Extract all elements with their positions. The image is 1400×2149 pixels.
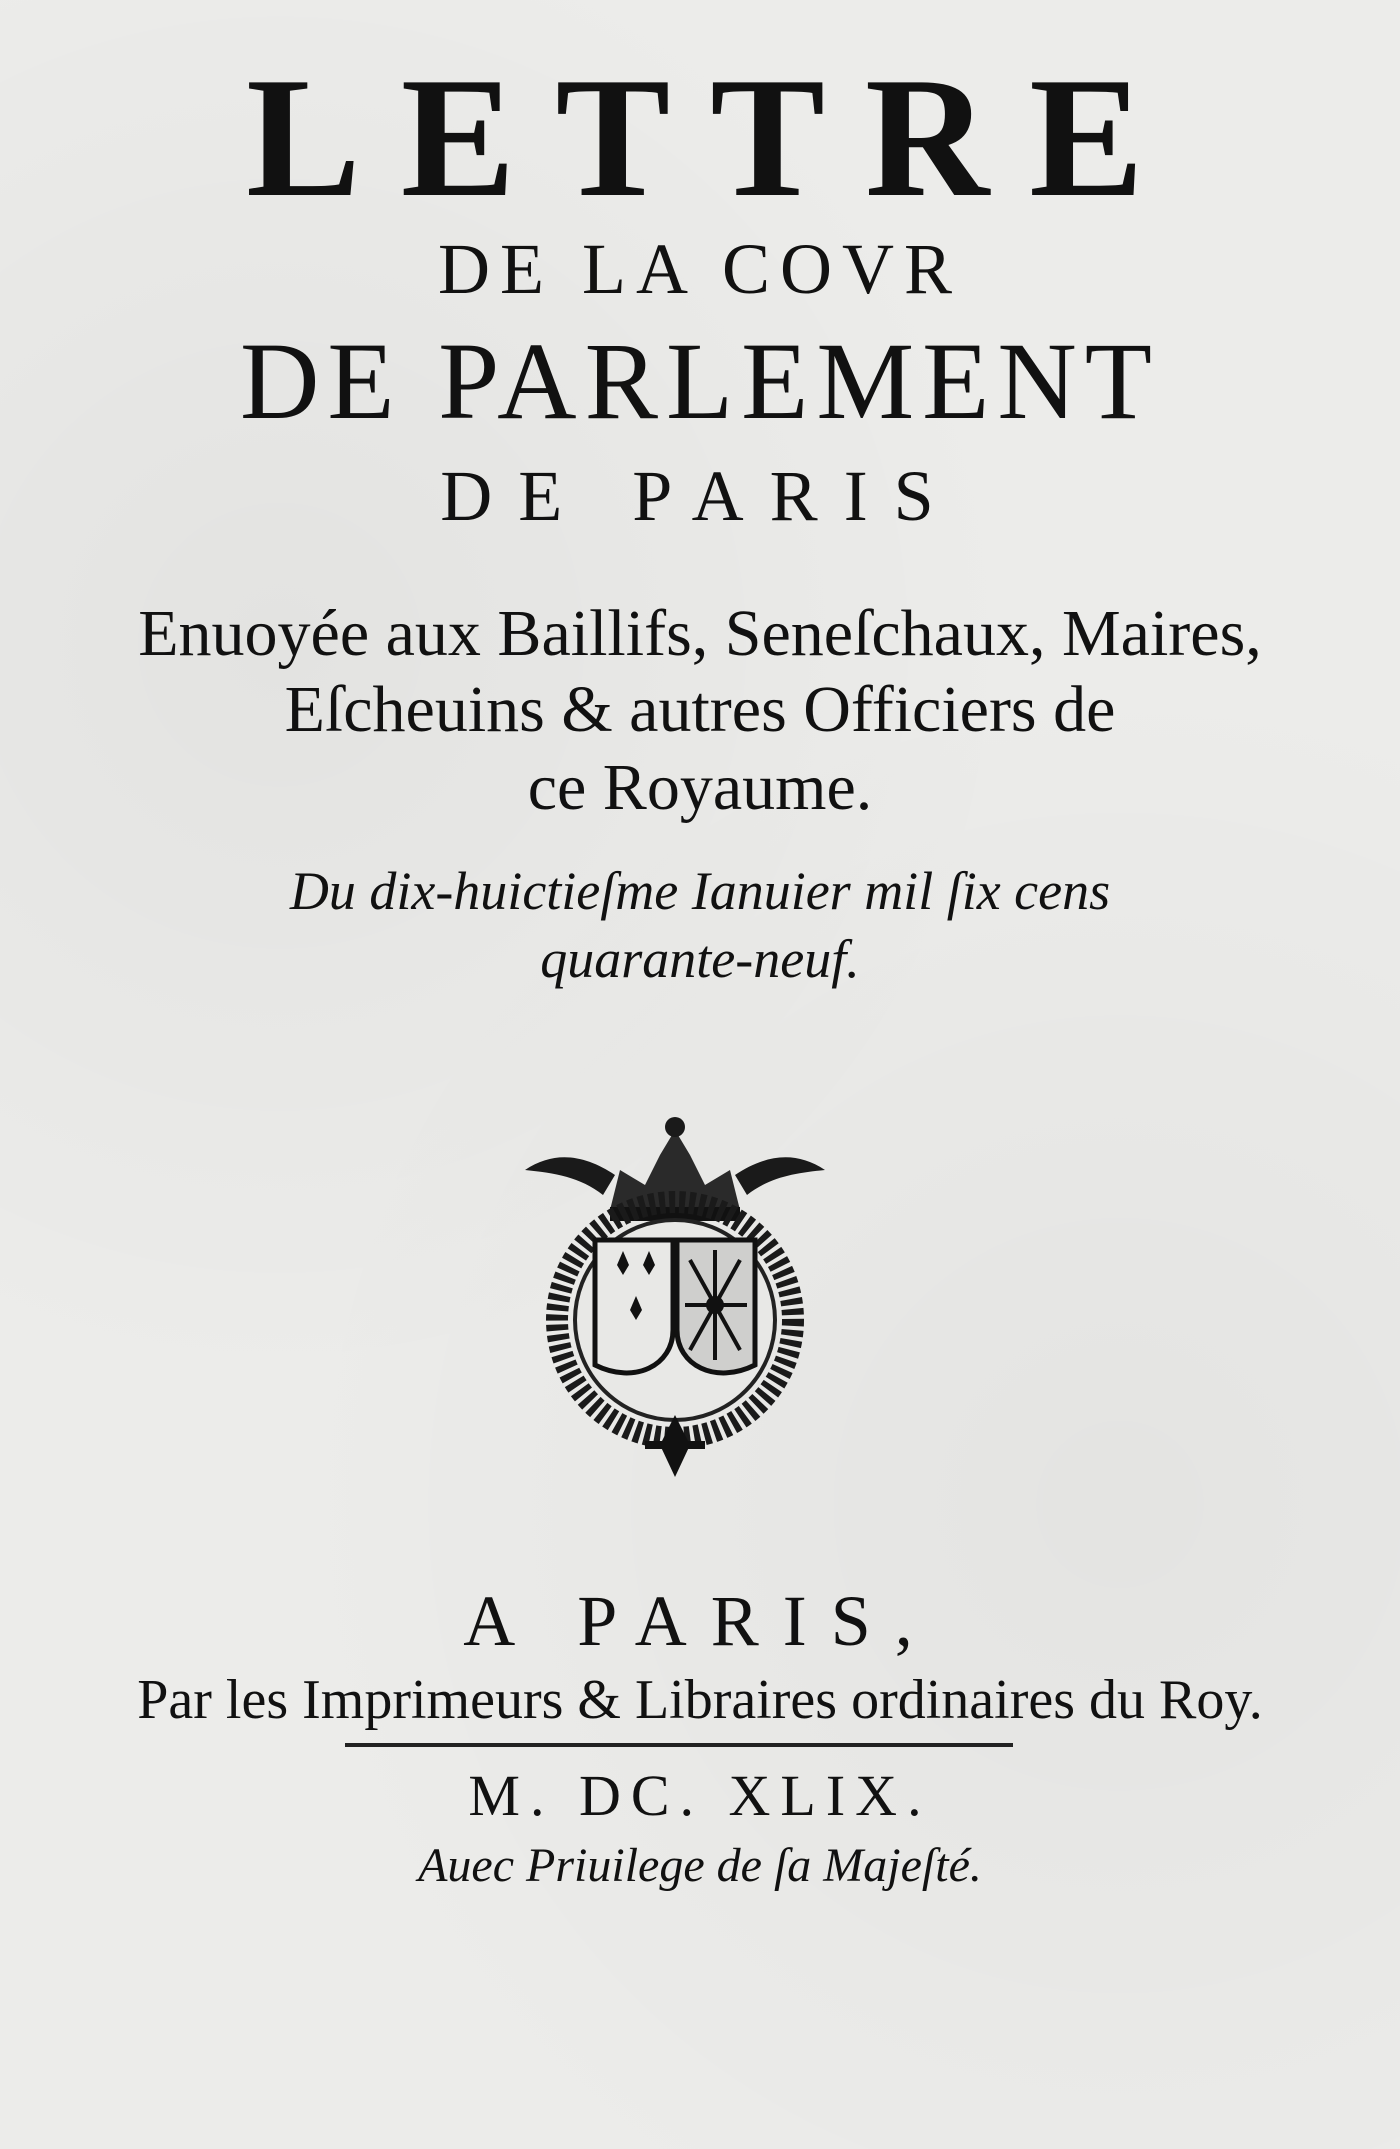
title-line-paris: DE PARIS <box>440 456 960 536</box>
addressees-line-3: ce Royaume. <box>527 751 873 824</box>
date-line-1: Du dix-huictieſme Ianuier mil ſix cens <box>289 861 1111 921</box>
imprint-divider <box>345 1743 1013 1747</box>
date-line-2: quarante-neuf. <box>540 929 860 989</box>
imprint-year: M. DC. XLIX. <box>468 1763 932 1828</box>
title-line-court: DE LA COVR <box>437 229 963 309</box>
addressees-line-2: Eſcheuins & autres Officiers de <box>284 673 1116 746</box>
title-line-parlement: DE PARLEMENT <box>239 320 1161 442</box>
imprint-city: A PARIS, <box>463 1581 937 1661</box>
royal-privilege-note: Auec Priuilege de ſa Majeſté. <box>418 1839 982 1892</box>
main-title: LETTRE <box>246 43 1184 233</box>
royal-coat-of-arms-icon <box>525 1115 825 1480</box>
imprint-printers: Par les Imprimeurs & Libraires ordinaires du Roy. <box>137 1669 1263 1731</box>
addressees-line-1: Enuoyée aux Baillifs, Seneſchaux, Maires, <box>138 597 1262 670</box>
